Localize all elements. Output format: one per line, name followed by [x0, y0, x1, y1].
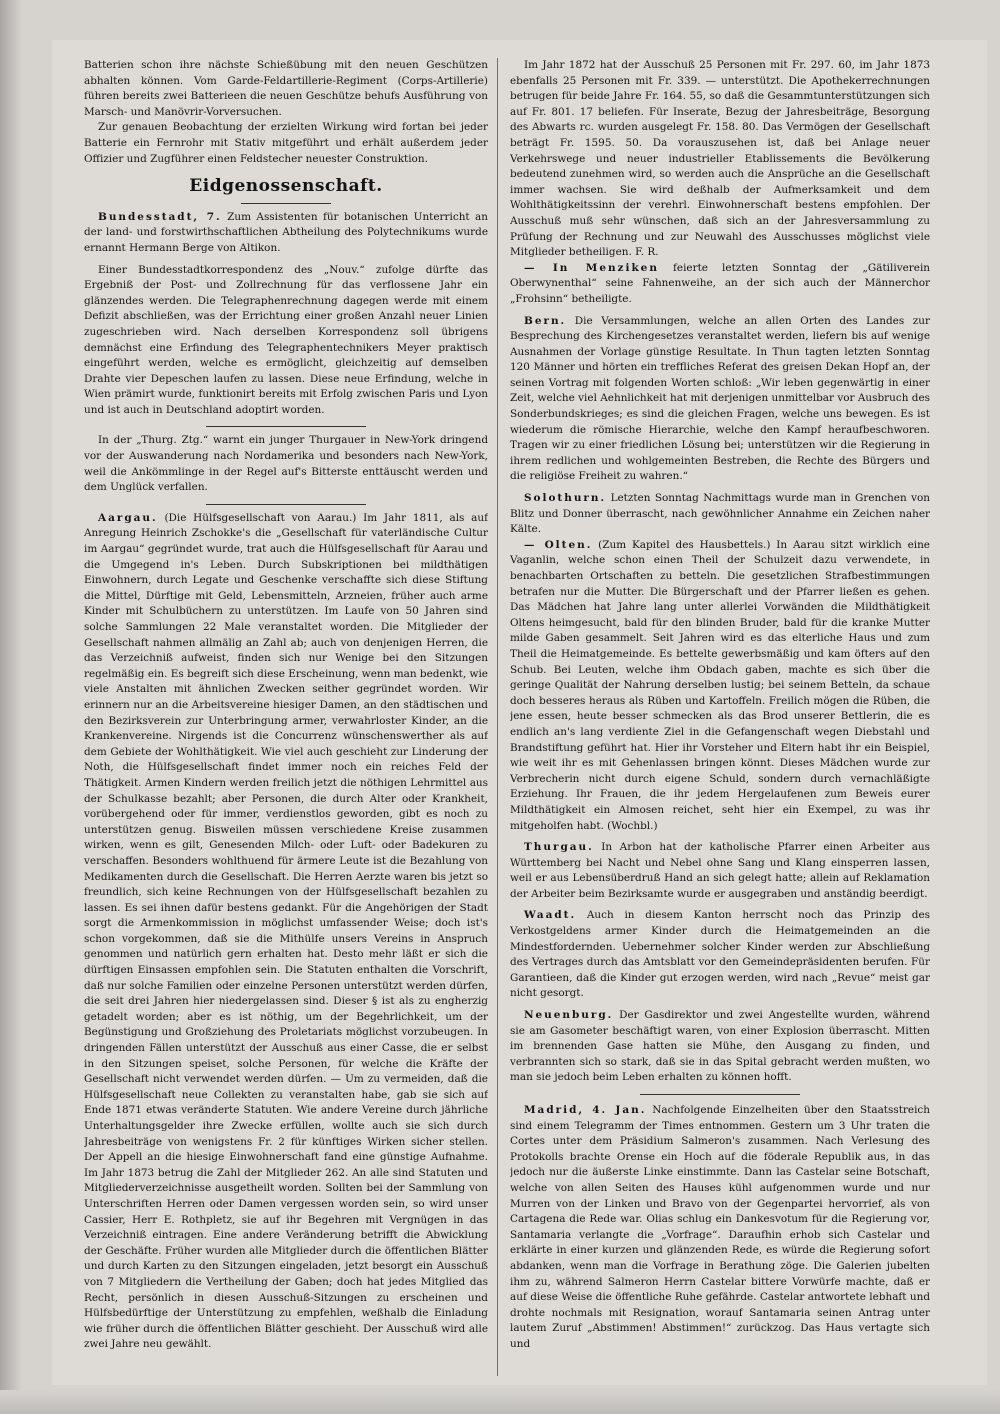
bundesstadt-paragraph	[84, 210, 488, 257]
solothurn-text: Letzten Sonntag Nachmittags wurde man in Grenchen von Blitz und Donner überrascht, nach gewöhnlicher Annahme ein Zeichen naher Kälte.	[510, 492, 930, 536]
menziken-lead: — In Menziken	[524, 261, 659, 274]
artillery-paragraph: Batterien schon ihre nächste Schießübung mit den neuen Geschützen abhalten können. Vom Garde-Feldartillerie-Regiment (Corps-Artillerie) führen bereits zwei Batterieen die neuen Geschütze behufs Ausführung von Marsch- und Manövrir-Vorversuchen.	[84, 59, 488, 118]
bern-paragraph	[510, 314, 930, 486]
bundesstadt-lead: Bundesstadt, 7.	[98, 210, 222, 223]
thurgau-lead: Thurgau.	[524, 841, 594, 854]
bern-lead: Bern.	[524, 314, 567, 327]
finance-paragraph: Im Jahr 1872 hat der Ausschuß 25 Personen mit Fr. 297. 60, im Jahr 1873 ebenfalls 25 Personen mit Fr. 339. — unterstützt. Die Apothekerrechnungen betrugen für beide Jahre Fr. 164. 55, so daß die Gesammtunterstützungen sich auf Fr. 801. 17 beliefen. Für Inserate, Bezug der Jahresbeiträge, Besorgung des Abwarts rc. wurden ausgelegt Fr. 158. 80. Das Vermögen der Gesellschaft beträgt Fr. 1595. 50. Da vorauszusehen ist, daß bei Anlage neuer Verkehrswege und neuer industrieller Etablissements die Bevölkerung bedeutend zunehmen wird, so werden auch die Ansprüche an die Gesellschaft immer wachsen. Sie wird deßhalb der Aufmerksamkeit und dem Wohlthätigkeitssinn der verehrl. Einwohnerschaft bestens empfohlen. Der Ausschuß muß sehr wünschen, daß sich an der Jahresversammlung zu Prüfung der Rechnung und zur Neuwahl des Ausschusses möglichst viele Mitglieder betheiligen. F. R.	[510, 59, 930, 259]
separator-rule-2	[206, 504, 366, 505]
waadt-text: Auch in diesem Kanton herrscht noch das Prinzip des Verkostgeldens armer Kinder durch die Heimatgemeinden an die Mindestfordernden. Uebernehmer solcher Kinder werden zur Abschließung des Vertrages durch das Amtsblatt vor den Gemeindepräsidenten berufen. Für Garantieen, daß die Kinder gut erzogen werden, wird nach „Revue“ meist gar nicht gesorgt.	[510, 909, 930, 1000]
thurgau-text: In Arbon hat der katholische Pfarrer einen Arbeiter aus Württemberg bei Nacht und Nebel ohne Sang und Klang einsperren lassen, weil er aus Lebensüberdruß Hand an sich gelegt hatte; allein auf Reklamation der Arbeiter beim Bezirksamte wurde er ausgegraben und anständig beerdigt.	[510, 841, 930, 900]
neuenburg-text: Der Gasdirektor und zwei Angestellte wurden, während sie am Gasometer beschäftigt waren, von einer Explosion überrascht. Mitten im brennenden Gase hatten sie Mühe, den Ausgang zu finden, und verbrannten sich so stark, daß sie in das Spital gebracht werden mußten, wo man sie jedoch beim Leben erhalten zu können hofft.	[510, 1009, 930, 1084]
bundesstadt-text: Zum Assistenten für botanischen Unterricht an der land- und forstwirthschaftlichen Abtheilung des Polytechnikums wurde ernannt Hermann Berge von Altikon.	[84, 210, 488, 254]
separator-rule-3	[640, 1094, 800, 1095]
neuenburg-lead: Neuenburg.	[524, 1009, 614, 1022]
heading-rule	[241, 203, 331, 204]
section-heading-eidgenossenschaft: Eidgenossenschaft.	[189, 176, 383, 197]
olten-lead: — Olten.	[524, 538, 593, 551]
menziken-text: feierte letzten Sonntag der „Gätiliverein Oberwynenthal“ seine Fahnenweihe, an der sich auch der Männerchor „Frohsinn“ betheiligte.	[510, 261, 930, 305]
waadt-lead: Waadt.	[524, 909, 577, 922]
page-bottom-shade	[0, 1390, 1000, 1414]
solothurn-paragraph	[510, 491, 930, 538]
telescope-paragraph: Zur genauen Beobachtung der erzielten Wirkung wird fortan bei jeder Batterie ein Fernrohr mit Stativ mitgeführt und erhält außerdem jeder Offizier und Zugführer einen Feldstecher neuester Construktion.	[84, 121, 488, 165]
neuenburg-paragraph	[510, 1008, 930, 1086]
aargau-lead: Aargau.	[98, 511, 158, 524]
thurgau-paragraph	[510, 840, 930, 902]
madrid-text: Nachfolgende Einzelheiten über den Staatsstreich sind einem Telegramm der Times entnommen. Gestern um 3 Uhr traten die Cortes unter dem Präsidium Salmeron's zusammen. Nach Verlesung des Protokolls brachte Orense ein Hoch auf die föderale Republik aus, in das jedoch nur die äußerste Linke einstimmte. Dann las Castelar seine Botschaft, welche von allen Seiten des Hauses kühl aufgenommen wurde und nur Murren von der Linken und Bravo von der Gegenpartei hervorrief, als von Cartagena die Rede war. Olias schlug ein Dankesvotum für die Regierung vor, Santamaria verlangte die „Vorfrage“. Daraufhin erhob sich Castelar und erklärte in einer kurzen und glänzenden Rede, es würde die Regierung sofort abdanken, wenn man die Vorfrage in Berathung zöge. Die Galerien jubelten ihm zu, während Salmeron Herrn Castelar bittere Vorwürfe machte, daß er auf diese Weise die öffentliche Ruhe gefährde. Castelar antwortete lebhaft und drohte nochmals mit Resignation, worauf Santamaria seinen Antrag unter lautem Zuruf „Abstimmen! Abstimmen!“ zurückzog. Das Haus vertagte sich und	[510, 1104, 930, 1350]
aargau-paragraph	[84, 511, 488, 1353]
bern-text: Die Versammlungen, welche an allen Orten des Landes zur Besprechung des Kirchengesetzes veranstaltet werden, liefern bis auf wenige Ausnahmen der Vorlage günstige Resultate. In Thun tagten letzten Sonntag 120 Männer und hörten ein treffliches Referat des greisen Dekan Hopf an, der seinen Vortrag mit folgenden Worten schloß: „Wir leben gegenwärtig in einer Zeit, welche viel Aehnlichkeit hat mit derjenigen unmittelbar vor Ausbruch des Sonderbundskrieges; es sind die gleichen Fragen, welche uns bewegen. Es ist wiederum die römische Hierarchie, welche den Kampf heraufbeschworen. Tragen wir zu einer friedlichen Lösung bei; unterstützen wir die Regierung in ihrem redlichen und wohlgemeinten Bestreben, die Rechte des Bürgers und die religiöse Freiheit zu wahren.“	[510, 314, 930, 483]
menziken-paragraph	[510, 261, 930, 308]
thurgauer-paragraph: In der „Thurg. Ztg.“ warnt ein junger Thurgauer in New-York dringend vor der Auswanderung nach Nordamerika und besonders nach New-York, weil die Ankömmlinge in der Regel auf's Bitterste enttäuscht werden und dem Unglück verfallen.	[84, 434, 488, 494]
madrid-paragraph	[510, 1103, 930, 1353]
telegraph-paragraph: Einer Bundesstadtkorrespondenz des „Nouv.“ zufolge dürfte das Ergebniß der Post- und Zollrechnung für das verflossene Jahr ein glänzendes werden. Die Telegraphenrechnung dagegen werde mit einem Defizit abschließen, was der Errichtung einer großen Anzahl neuer Linien zugeschrieben wird. Nach derselben Korrespondenz soll übrigens demnächst eine Erfindung des Telegraphentechnikers Meyer praktisch eingeführt werden, welche es ermöglicht, gleichzeitig auf demselben Drahte vier Depeschen laufen zu lassen. Diese neue Erfindung, welche in Wien prämirt wurde, funktionirt bereits mit Erfolg zwischen Paris und Lyon und ist auch in Deutschland adoptirt worden.	[84, 263, 488, 416]
madrid-lead: Madrid, 4. Jan.	[524, 1104, 647, 1116]
column-divider	[497, 58, 498, 1376]
olten-text: (Zum Kapitel des Hausbettels.) In Aarau sitzt wirklich eine Vaganlin, welche schon einen Theil der Schulzeit dazu verwendete, in benachbarten Ortschaften zu betteln. Die gesetzlichen Strafbestimmungen betrafen nur die Mutter. Die Bürgerschaft und der Pfarrer ließen es gehen. Das Mädchen hat Jahre lang unter allerlei Vorwänden die Mildthätigkeit Oltens heimgesucht, bald für den blinden Bruder, bald für die kranke Mutter milde Gaben gesammelt. Seit Jahren wird es das elterliche Haus und zum Theil die Heimatgemeinde. Es bettelte gewerbsmäßig und kam öfters auf den Schub. Bei Leuten, welche ihm Obdach gaben, machte es sich über die geringe Qualität der Nahrung derselben lustig; bei seinem Betteln, da schaue doch besseres heraus als Rüben und Kartoffeln. Freilich mögen die Rüben, die jene essen, heute besser schmecken als das Brod unserer Bettlerin, die es endlich an's lang verdiente Ziel in die Gefangenschaft wegen Diebstahl und Brandstiftung geführt hat. Hier ihr Vorsteher und Eltern habt ihr ein Beispiel, wie weit ihr es mit Gehenlassen bringen könnt. Dieses Mädchen wurde zur Verbrecherin nicht durch eigene Schuld, sondern durch vernachläßigte Erziehung. Ihr Frauen, die ihr jedem Hergelaufenen zum Beweis eurer Mildthätigkeit ein Almosen reichet, seht hier ein Exempel, zu was ihr mitgeholfen habt. (Wochbl.)	[510, 538, 930, 832]
aargau-text: (Die Hülfsgesellschaft von Aarau.) Im Jahr 1811, als auf Anregung Heinrich Zschokke's die „Gesellschaft für vaterländische Cultur im Aargau“ gegründet wurde, trat auch die Hülfsgesellschaft für Aarau und die Umgegend in's Leben. Durch Subskriptionen bei mildthätigen Einwohnern, durch Legate und Geschenke verschaffte sich diese Stiftung die Mittel, Dürftige mit Geld, Lebensmitteln, Arzneien, früher auch arme Kinder mit Schulbüchern zu unterstützen. Im Laufe von 50 Jahren sind solche Sammlungen 22 Male veranstaltet worden. Die Mitglieder der Gesellschaft nahmen allmälig an Zahl ab; auch von denjenigen Herren, die das Verzeichniß aufweist, finden sich nur Wenige bei den Sitzungen regelmäßig ein. Es begreift sich diese Erscheinung, wenn man bedenkt, wie viele Anstalten mit ähnlichen Zwecken seither gegründet worden. Wir erinnern nur an die Arbeitsvereine hiesiger Damen, an den städtischen und den Bezirksverein zur Unterbringung armer, verwahrloster Kinder, an die Krankenvereine. Nirgends ist die Concurrenz wünschenswerther als auf dem Gebiete der Wohlthätigkeit. Wie viel auch geschieht zur Linderung der Noth, die Hülfsgesellschaft findet immer noch ein reiches Feld der Thätigkeit. Armen Kindern werden freilich jetzt die nöthigen Lehrmittel aus der Schulkasse bezahlt; aber Personen, die durch Alter oder Krankheit, vorübergehend oder für immer, verdienstlos geworden, gibt es noch zu unterstützen genug. Bisweilen müssen verschiedene Kreise zusammen wirken, wenn es gilt, Genesenden Milch- oder Luft- oder Badekuren zu verschaffen. Besonders wohlthuend für ärmere Leute ist die Bezahlung von Medikamenten durch die Gesellschaft. Die Herren Aerzte waren bis jetzt so freundlich, sich keine Rechnungen von der Hülfsgesellschaft bezahlen zu lassen. Es sei ihnen dafür bestens gedankt. Für die Angehörigen der Stadt sorgt die Armenkommission in möglichst umfassender Weise; doch ist's schon vorgekommen, daß sie die Mithülfe unsers Vereins in Anspruch genommen und natürlich gern erhalten hat. Desto mehr läßt er sich die dürftigen Einsassen empfohlen sein. Die Statuten enthalten die Vorschrift, daß nur solche Familien oder einzelne Personen unterstützt werden dürfen, die seit drei Jahren hier niedergelassen sind. Dieser § ist als zu engherzig getadelt worden; aber es ist nöthig, um der Begehrlichkeit, um der Begünstigung und Großziehung des Proletariats möglichst vorzubeugen. In dringenden Fällen unterstützt der Ausschuß aus einer Casse, die er selbst in den Sitzungen speiset, solche Personen, für welche die Kräfte der Gesellschaft nicht verwendet werden dürfen. — Um zu vermeiden, daß die Hülfsgesellschaft neue Collekten zu veranstalten habe, gab sie sich auf Ende 1871 etwas veränderte Statuten. Wie andere Vereine durch jährliche Unterhaltungsgelder ihre Zwecke erfüllen, wollte auch sie sich durch Jahresbeiträge von wenigstens Fr. 2 für künftiges Wirken sicher stellen. Der Appell an die hiesige Einwohnerschaft fand eine günstige Aufnahme. Im Jahr 1873 betrug die Zahl der Mitglieder 262. An alle sind Statuten und Mitgliederverzeichnisse ausgetheilt worden. Sollten bei der Sammlung von Unterschriften Herren oder Damen vergessen worden sein, so wird unser Cassier, Herr E. Rothpletz, sie auf ihr Begehren mit Vergnügen in das Verzeichniß eintragen. Eine andere Veränderung betrifft die Abwicklung der Geschäfte. Früher wurden alle Mitglieder durch die öffentlichen Blätter und durch Karten zu den Sitzungen eingeladen, jetzt besorgt ein Ausschuß von 7 Mitgliedern die Vertheilung der Gaben; doch hat jedes Mitglied das Recht, persönlich in diesen Ausschuß-Sitzungen zu erscheinen und Hülfsbedürftige der Unterstützung zu empfehlen, weßhalb die Einladung wie früher durch die öffentlichen Blätter geschieht. Der Ausschuß wird alle zwei Jahre neu gewählt.	[84, 511, 488, 1351]
page-edge-shadow	[0, 0, 22, 1414]
left-column	[84, 58, 488, 1383]
right-column	[510, 58, 930, 1383]
separator-rule-1	[206, 426, 366, 427]
waadt-paragraph	[510, 908, 930, 1002]
olten-paragraph	[510, 538, 930, 834]
solothurn-lead: Solothurn.	[524, 492, 607, 505]
